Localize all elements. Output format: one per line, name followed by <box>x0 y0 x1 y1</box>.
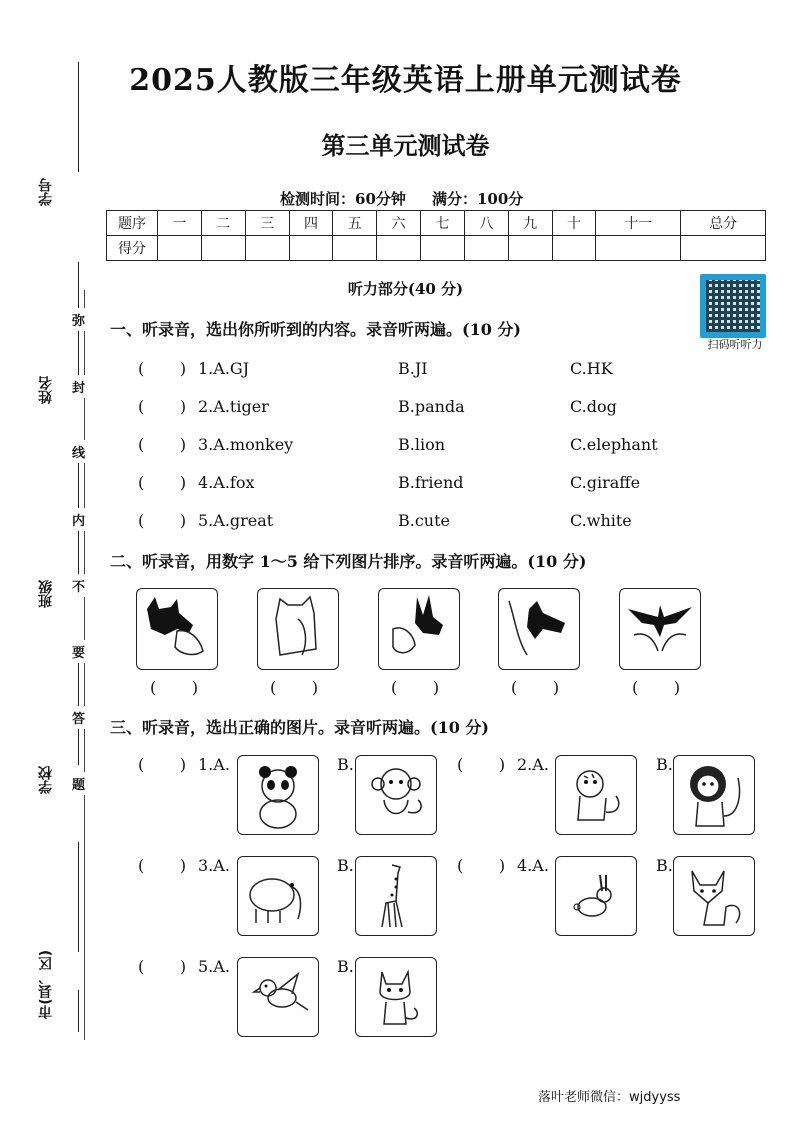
score-cell: 七 <box>421 211 465 236</box>
elephant-icon[interactable] <box>237 856 319 936</box>
seal-char: 要 <box>72 640 85 663</box>
score-input-cell[interactable] <box>552 236 596 261</box>
giraffe-icon[interactable] <box>355 856 437 936</box>
score-cell: 题序 <box>107 211 158 236</box>
monkey-icon[interactable] <box>355 755 437 835</box>
s3-label-b: B. <box>337 856 354 875</box>
hand-shadow-cat-icon <box>136 588 218 670</box>
score-input-cell[interactable] <box>158 236 202 261</box>
margin-line <box>78 645 79 765</box>
s1-option-a: 1.A.GJ <box>198 359 250 378</box>
section3-heading: 三、听录音，选出正确的图片。录音听两遍。(10 分) <box>110 718 489 737</box>
s1-option-a: 2.A.tiger <box>198 397 269 416</box>
s1-option-b: B.cute <box>398 511 451 530</box>
seal-char: 内 <box>72 508 85 531</box>
lion-icon[interactable] <box>673 755 755 835</box>
listening-part-heading: 听力部分(40 分) <box>347 280 464 298</box>
seal-line <box>84 290 85 1040</box>
qr-code-icon[interactable] <box>700 274 766 338</box>
hand-shadow-dog-icon <box>257 588 339 670</box>
score-input-cell[interactable] <box>245 236 289 261</box>
seal-char: 封 <box>72 375 85 398</box>
score-input-cell[interactable] <box>289 236 333 261</box>
page-subtitle: 第三单元测试卷 <box>321 131 490 160</box>
answer-paren[interactable]: ( ) <box>138 435 187 454</box>
s3-label-b: B. <box>656 856 673 875</box>
order-answer-paren[interactable]: ( ) <box>632 678 681 697</box>
hand-shadow-rabbit-icon <box>378 588 460 670</box>
hand-shadow-wolf-icon <box>498 588 580 670</box>
fox-icon[interactable] <box>673 856 755 936</box>
tiger-icon[interactable] <box>555 755 637 835</box>
school-label: 学校 <box>38 766 54 794</box>
s1-option-c: C.giraffe <box>570 473 641 492</box>
bird-icon[interactable] <box>237 957 319 1037</box>
answer-paren[interactable]: ( ) <box>138 755 187 774</box>
order-answer-paren[interactable]: ( ) <box>270 678 319 697</box>
order-answer-paren[interactable]: ( ) <box>511 678 560 697</box>
s1-option-c: C.dog <box>570 397 617 416</box>
order-answer-paren[interactable]: ( ) <box>150 678 199 697</box>
s1-option-a: 4.A.fox <box>198 473 255 492</box>
score-input-cell[interactable] <box>464 236 508 261</box>
s3-label-a: 1.A. <box>198 755 230 774</box>
score-input-cell[interactable] <box>377 236 421 261</box>
rabbit-icon[interactable] <box>555 856 637 936</box>
seal-char: 弥 <box>72 308 85 331</box>
section1-heading: 一、听录音，选出你所听到的内容。录音听两遍。(10 分) <box>110 320 521 339</box>
seal-char: 答 <box>72 706 85 729</box>
answer-paren[interactable]: ( ) <box>138 957 187 976</box>
s1-option-b: B.friend <box>398 473 464 492</box>
footer-contact: 落叶老师微信：wjdyyss <box>538 1090 681 1105</box>
score-input-cell[interactable] <box>596 236 681 261</box>
order-answer-paren[interactable]: ( ) <box>391 678 440 697</box>
answer-paren[interactable]: ( ) <box>457 755 506 774</box>
s1-option-a: 5.A.great <box>198 511 274 530</box>
margin-line <box>78 990 79 1032</box>
score-cell: 四 <box>289 211 333 236</box>
s3-label-a: 5.A. <box>198 957 230 976</box>
score-input-cell[interactable] <box>421 236 465 261</box>
seal-char: 线 <box>72 440 85 463</box>
score-cell: 一 <box>158 211 202 236</box>
class-label: 班级 <box>38 580 54 608</box>
score-cell: 二 <box>201 211 245 236</box>
cat-icon[interactable] <box>355 957 437 1037</box>
hand-shadow-bird-icon <box>619 588 701 670</box>
score-table <box>106 210 766 261</box>
student-number-label: 学号 <box>38 178 54 206</box>
score-cell: 总分 <box>681 211 766 236</box>
margin-line <box>78 842 79 952</box>
s1-option-a: 3.A.monkey <box>198 435 294 454</box>
s3-label-a: 4.A. <box>517 856 549 875</box>
score-cell: 三 <box>245 211 289 236</box>
score-cell: 十一 <box>596 211 681 236</box>
answer-paren[interactable]: ( ) <box>138 511 187 530</box>
page-title: 2025人教版三年级英语上册单元测试卷 <box>129 63 682 98</box>
score-cell: 九 <box>508 211 552 236</box>
score-input-cell[interactable] <box>681 236 766 261</box>
s1-option-b: B.JI <box>398 359 428 378</box>
score-cell: 十 <box>552 211 596 236</box>
score-table-score-row <box>107 236 766 261</box>
s1-option-c: C.white <box>570 511 632 530</box>
score-table-header-row <box>107 211 766 236</box>
s3-label-a: 2.A. <box>517 755 549 774</box>
s3-label-b: B. <box>337 755 354 774</box>
section2-heading: 二、听录音，用数字 1～5 给下列图片排序。录音听两遍。(10 分) <box>110 552 587 571</box>
score-input-cell[interactable] <box>201 236 245 261</box>
score-cell: 八 <box>464 211 508 236</box>
score-input-cell[interactable] <box>333 236 377 261</box>
s1-option-b: B.panda <box>398 397 465 416</box>
s3-label-b: B. <box>337 957 354 976</box>
s1-option-b: B.lion <box>398 435 446 454</box>
s3-label-b: B. <box>656 755 673 774</box>
city-label: 市(县、区) <box>38 950 54 1019</box>
answer-paren[interactable]: ( ) <box>138 473 187 492</box>
qr-label: 扫码听听力 <box>707 338 763 351</box>
answer-paren[interactable]: ( ) <box>457 856 506 875</box>
score-cell: 五 <box>333 211 377 236</box>
seal-char: 不 <box>72 574 85 597</box>
s1-option-c: C.HK <box>570 359 613 378</box>
score-input-cell[interactable] <box>508 236 552 261</box>
s1-option-c: C.elephant <box>570 435 658 454</box>
score-row-label: 得分 <box>107 236 158 261</box>
s3-label-a: 3.A. <box>198 856 230 875</box>
answer-paren[interactable]: ( ) <box>138 856 187 875</box>
score-cell: 六 <box>377 211 421 236</box>
test-info: 检测时间：60分钟 满分：100分 <box>280 190 524 208</box>
seal-char: 题 <box>72 772 85 795</box>
answer-paren[interactable]: ( ) <box>138 359 187 378</box>
name-label: 姓名 <box>38 376 54 404</box>
panda-icon[interactable] <box>237 755 319 835</box>
answer-paren[interactable]: ( ) <box>138 397 187 416</box>
